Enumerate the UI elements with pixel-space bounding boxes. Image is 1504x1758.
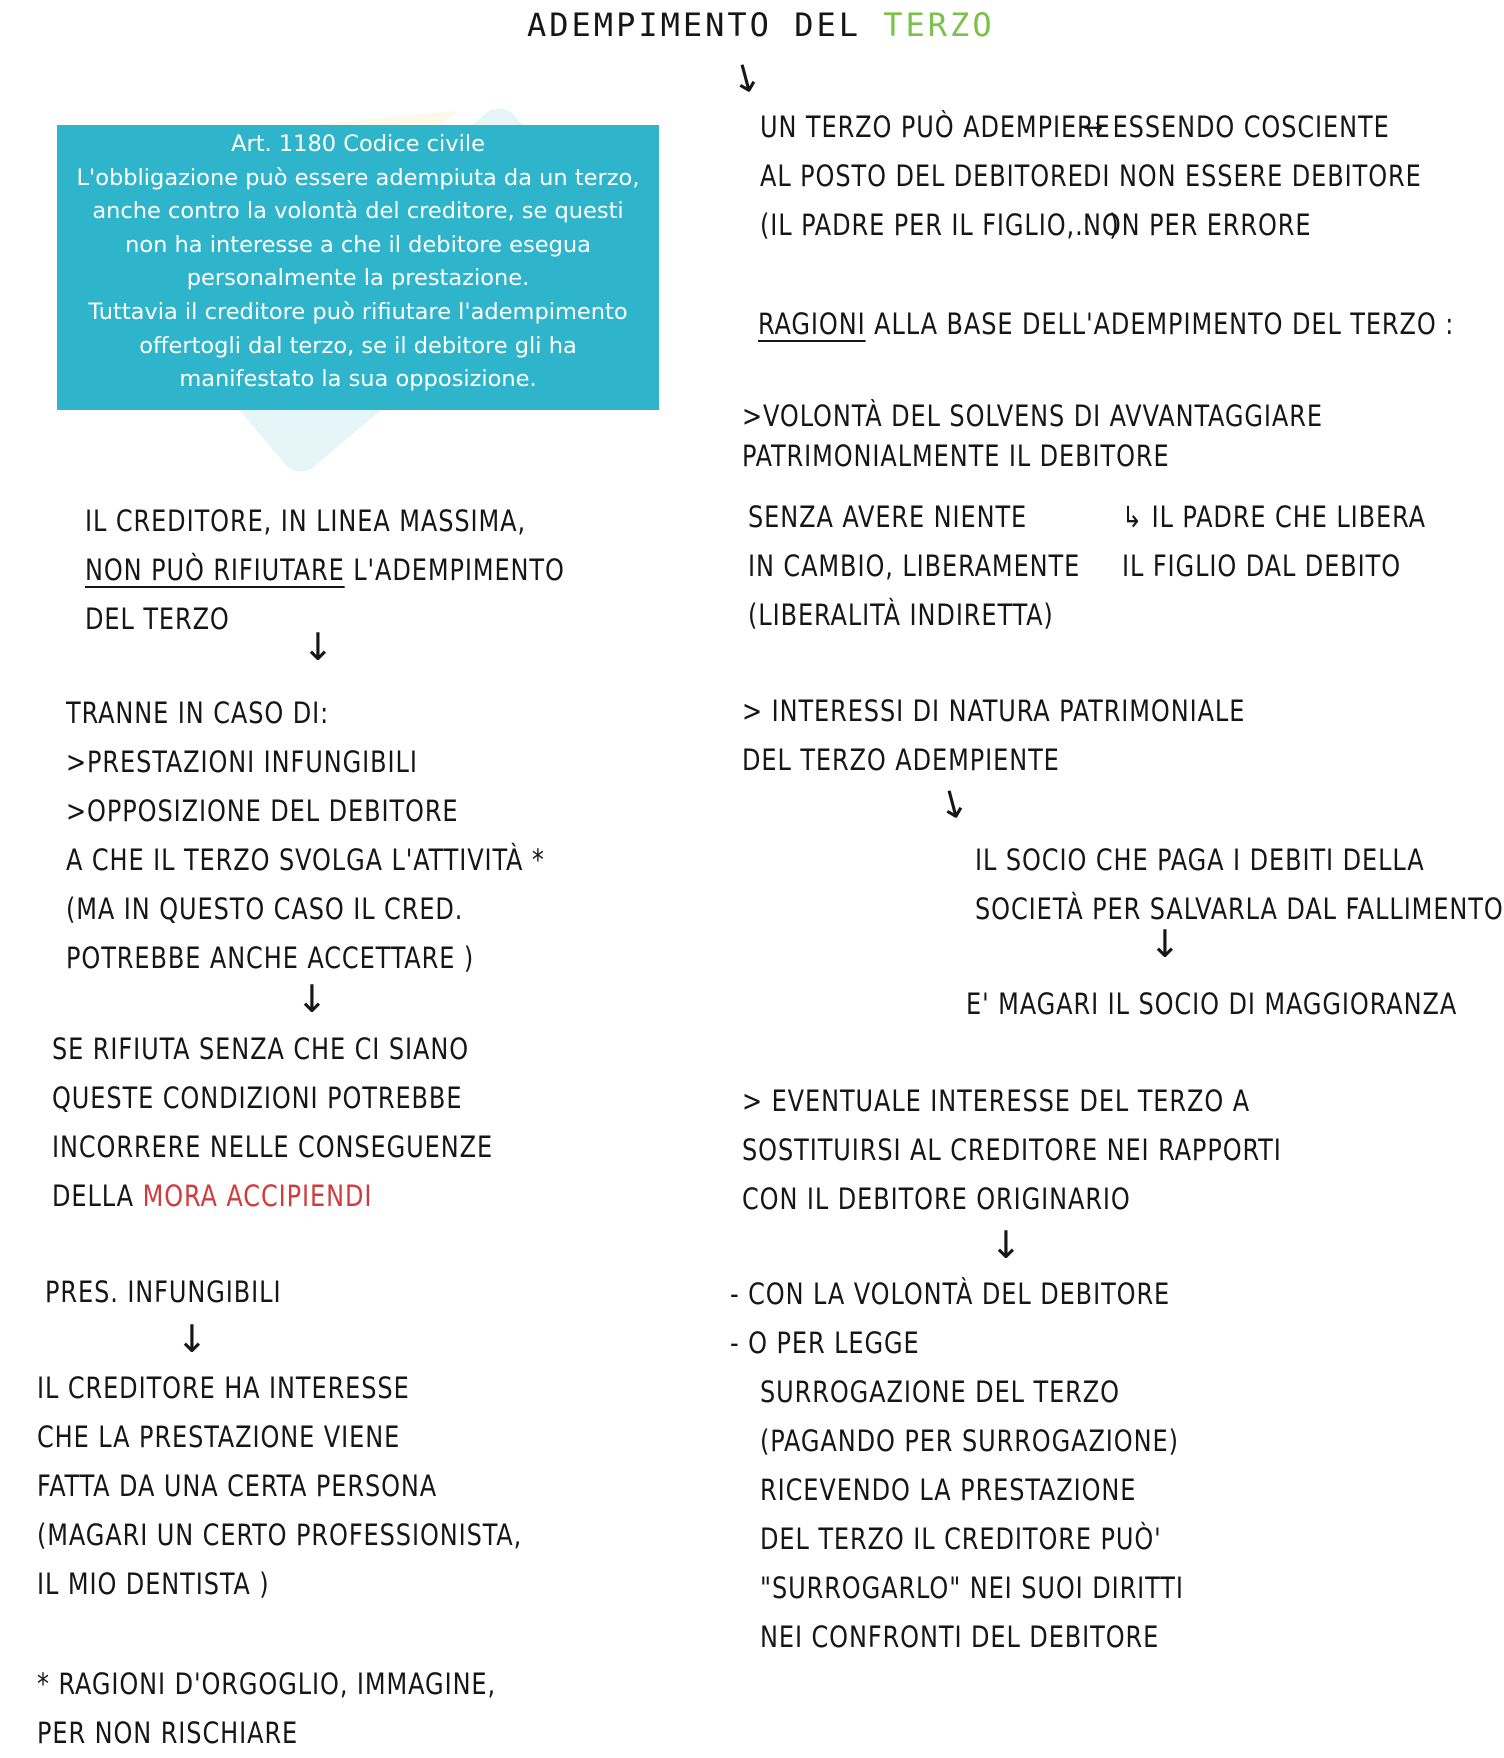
note-line — [52, 1172, 493, 1221]
left-block-exceptions — [66, 689, 545, 983]
note-line: CON IL DEBITORE ORIGINARIO — [742, 1182, 1131, 1216]
arrow-down-icon: ↓ — [296, 977, 328, 1021]
note-line: > INTERESSI DI NATURA PATRIMONIALE — [742, 694, 1246, 728]
article-line: L'obbligazione può essere adempiuta da un terzo, — [76, 164, 640, 191]
note-line: IL MIO DENTISTA ) — [37, 1567, 270, 1601]
left-footnote — [37, 1660, 496, 1758]
note-line: PRES. INFUNGIBILI — [45, 1275, 282, 1309]
note-line: SOCIETÀ PER SALVARLA DAL FALLIMENTO — [975, 892, 1504, 926]
note-line — [758, 300, 1454, 349]
left-block-interest — [37, 1364, 522, 1609]
title-highlight: TERZO — [883, 6, 995, 44]
reason-2-example — [975, 836, 1504, 934]
note-line: * RAGIONI D'ORGOGLIO, IMMAGINE, — [37, 1667, 497, 1701]
article-line: non ha interesse a che il debitore esegua — [125, 231, 591, 258]
note-line: ↳ IL PADRE CHE LIBERA — [1122, 500, 1426, 534]
note-line: PER NON RISCHIARE — [37, 1716, 299, 1750]
arrow-down-icon: ↓ — [1149, 922, 1181, 966]
note-line: POTREBBE ANCHE ACCETTARE ) — [66, 941, 475, 975]
reason-1-detail — [748, 493, 1080, 640]
reason-3-options — [730, 1270, 1170, 1368]
note-line: PATRIMONIALMENTE IL DEBITORE — [742, 439, 1170, 473]
note-line: NON PER ERRORE — [1083, 208, 1312, 242]
note-line: IL FIGLIO DAL DEBITO — [1122, 549, 1402, 583]
note-line: A CHE IL TERZO SVOLGA L'ATTIVITÀ * — [66, 843, 545, 877]
note-line: (LIBERALITÀ INDIRETTA) — [748, 598, 1054, 632]
note-line: SE RIFIUTA SENZA CHE CI SIANO — [52, 1032, 470, 1066]
note-line: DI NON ESSERE DEBITORE — [1083, 159, 1422, 193]
highlight-red-text: MORA ACCIPIENDI — [142, 1179, 373, 1213]
note-line: (MA IN QUESTO CASO IL CRED. — [66, 892, 464, 926]
note-line: - CON LA VOLONTÀ DEL DEBITORE — [730, 1277, 1171, 1311]
note-line: DEL TERZO — [85, 602, 230, 636]
note-line: >VOLONTÀ DEL SOLVENS DI AVVANTAGGIARE — [742, 399, 1323, 433]
note-text: ALLA BASE DELL'ADEMPIMENTO DEL TERZO : — [865, 307, 1455, 341]
note-line: NEI CONFRONTI DEL DEBITORE — [760, 1620, 1160, 1654]
note-line: FATTA DA UNA CERTA PERSONA — [37, 1469, 438, 1503]
article-line: anche contro la volontà del creditore, se questi — [92, 198, 624, 225]
arrow-down-icon: ↓ — [176, 1317, 208, 1361]
note-line: >OPPOSIZIONE DEL DEBITORE — [66, 794, 459, 828]
reason-3-detail — [760, 1368, 1184, 1662]
note-line: (MAGARI UN CERTO PROFESSIONISTA, — [37, 1518, 523, 1552]
note-line: SOSTITUIRSI AL CREDITORE NEI RAPPORTI — [742, 1133, 1282, 1167]
note-line: → ESSENDO COSCIENTE — [1083, 110, 1390, 144]
note-line: QUESTE CONDIZIONI POTREBBE — [52, 1081, 463, 1115]
reason-1-example — [1122, 493, 1426, 591]
note-line: (PAGANDO PER SURROGAZIONE) — [760, 1424, 1179, 1458]
reason-1 — [742, 396, 1323, 476]
article-line: Tuttavia il creditore può rifiutare l'adempimento — [88, 298, 628, 325]
note-line: SENZA AVERE NIENTE — [748, 500, 1028, 534]
article-line: manifestato la sua opposizione. — [179, 366, 537, 393]
note-line: INCORRERE NELLE CONSEGUENZE — [52, 1130, 494, 1164]
note-line: DEL TERZO IL CREDITORE PUÒ' — [760, 1522, 1162, 1556]
underlined-text: RAGIONI — [758, 307, 866, 341]
note-line: SURROGAZIONE DEL TERZO — [760, 1375, 1120, 1409]
note-line: E' MAGARI IL SOCIO DI MAGGIORANZA — [966, 987, 1458, 1021]
underlined-text: NON PUÒ RIFIUTARE — [85, 553, 345, 587]
article-box — [57, 125, 659, 410]
note-line: IL CREDITORE HA INTERESSE — [37, 1371, 410, 1405]
arrow-down-icon: ↓ — [990, 1223, 1022, 1267]
note-line: CHE LA PRESTAZIONE VIENE — [37, 1420, 401, 1454]
note-text: L'ADEMPIMENTO — [344, 553, 565, 587]
arrow-curved-down-icon: ↓ — [931, 779, 974, 831]
note-text: DELLA — [52, 1179, 143, 1213]
article-line: offertogli dal terzo, se il debitore gli ha — [139, 332, 577, 359]
note-line: >PRESTAZIONI INFUNGIBILI — [66, 745, 418, 779]
title-text: ADEMPIMENTO DEL — [527, 6, 884, 44]
reason-2-conclusion — [966, 980, 1457, 1029]
article-line: Art. 1180 Codice civile — [231, 131, 485, 157]
reason-2 — [742, 687, 1245, 785]
left-heading-infungibili — [45, 1268, 281, 1317]
left-block-refusal — [52, 1025, 493, 1221]
arrow-down-icon: ↓ — [302, 625, 334, 669]
article-line: personalmente la prestazione. — [186, 265, 530, 292]
note-line: UN TERZO PUÒ ADEMPIERE — [760, 110, 1111, 144]
note-line: RICEVENDO LA PRESTAZIONE — [760, 1473, 1137, 1507]
right-intro-conditions — [1083, 103, 1422, 250]
reason-3 — [742, 1077, 1282, 1224]
note-line: TRANNE IN CASO DI: — [66, 696, 330, 730]
note-line: IL SOCIO CHE PAGA I DEBITI DELLA — [975, 843, 1425, 877]
note-line: AL POSTO DEL DEBITORE — [760, 159, 1084, 193]
note-line — [85, 546, 565, 595]
note-line: - O PER LEGGE — [730, 1326, 920, 1360]
arrow-curved-down-icon: ↓ — [724, 53, 767, 105]
note-line: "SURROGARLO" NEI SUOI DIRITTI — [760, 1571, 1184, 1605]
left-block-creditor — [85, 497, 565, 644]
reasons-heading — [758, 300, 1454, 349]
page-title — [527, 6, 995, 44]
right-intro — [760, 103, 1120, 250]
note-line: DEL TERZO ADEMPIENTE — [742, 743, 1060, 777]
note-line: (IL PADRE PER IL FIGLIO,... ) — [760, 208, 1120, 242]
note-line: IN CAMBIO, LIBERAMENTE — [748, 549, 1081, 583]
note-line: IL CREDITORE, IN LINEA MASSIMA, — [85, 504, 527, 538]
note-line: > EVENTUALE INTERESSE DEL TERZO A — [742, 1084, 1251, 1118]
